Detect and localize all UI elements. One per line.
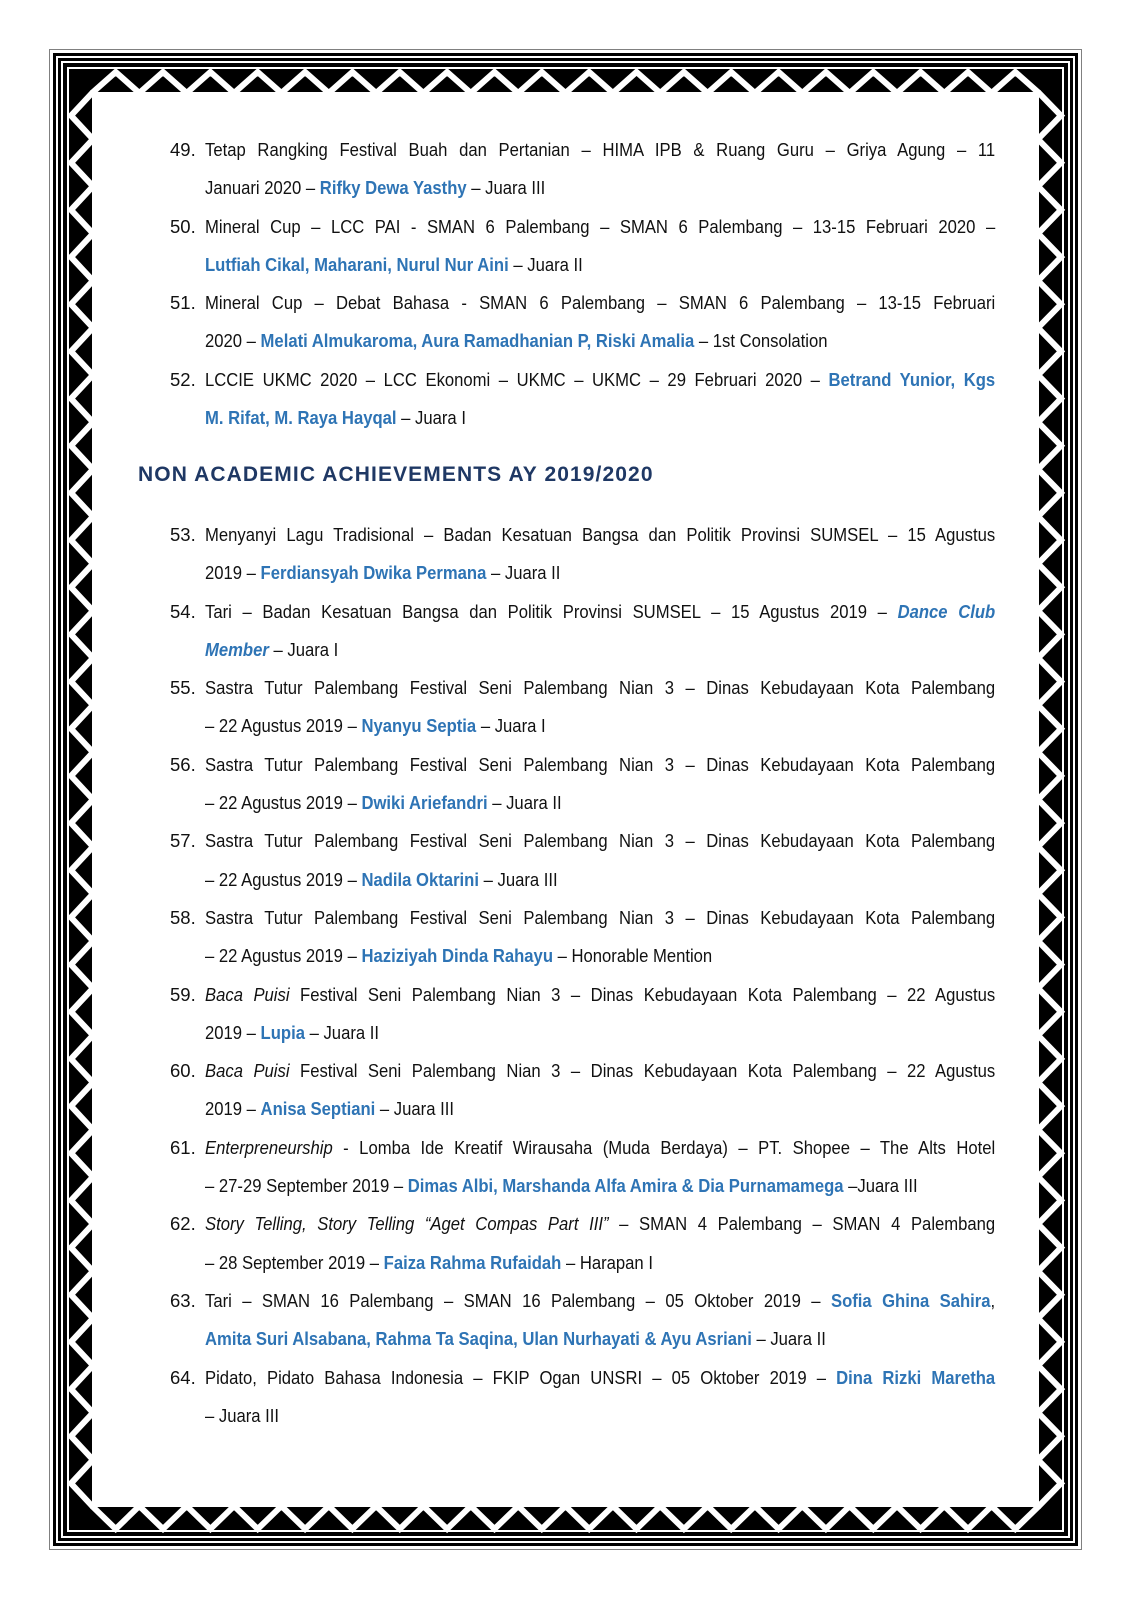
item-line [170, 937, 995, 975]
awardee-name: Betrand Yunior, Kgs [828, 368, 996, 390]
event-text: – Honorable Mention [552, 945, 713, 967]
awardee-name: Dimas Albi, Marshanda Alfa Amira & Dia Purnamamega [407, 1175, 844, 1197]
item-line [170, 1320, 995, 1358]
item-number: 52. [170, 368, 196, 390]
item-line [170, 361, 995, 399]
item-line [170, 554, 995, 592]
awardee-name: Rifky Dewa Yasthy [319, 177, 467, 199]
event-text: LCCIE UKMC 2020 – LCC Ekonomi – UKMC – UKMC – 29 Februari 2020 – [205, 368, 829, 390]
achievement-item [170, 516, 995, 593]
line-text [205, 822, 995, 860]
event-text: Festival Seni Palembang Nian 3 – Dinas Kebudayaan Kota Palembang – 22 Agustus [289, 1060, 996, 1082]
line-text [205, 1052, 995, 1090]
non-academic-list [170, 516, 995, 1435]
line-text [205, 208, 995, 246]
achievement-item [170, 822, 995, 899]
event-text: – Juara II [304, 1021, 380, 1043]
achievement-item [170, 1282, 995, 1359]
item-line [170, 1167, 995, 1205]
event-text: – Juara I [476, 715, 546, 737]
item-number: 59. [170, 983, 196, 1005]
item-number: 49. [170, 139, 196, 160]
event-text: Sastra Tutur Palembang Festival Seni Palembang Nian 3 – Dinas Kebudayaan Kota Palembang [205, 753, 996, 775]
event-text: Mineral Cup – Debat Bahasa - SMAN 6 Palembang – SMAN 6 Palembang – 13-15 Februari [205, 292, 996, 314]
item-number: 58. [170, 906, 196, 928]
item-line [170, 707, 995, 745]
event-text: 2019 – [205, 562, 261, 584]
event-text: Mineral Cup – LCC PAI - SMAN 6 Palembang – SMAN 6 Palembang – 13-15 Februari 2020 – [205, 215, 996, 237]
event-text: – Juara III [466, 177, 546, 199]
awardee-name: Sofia Ghina Sahira [830, 1289, 991, 1311]
event-title-italic: Baca Puisi [205, 1060, 290, 1082]
line-text [205, 1129, 995, 1167]
item-line [170, 1014, 995, 1052]
event-text: Tari – SMAN 16 Palembang – SMAN 16 Palembang – 05 Oktober 2019 – [205, 1289, 831, 1311]
item-line [170, 1282, 995, 1320]
awardee-name: Dina Rizki Maretha [836, 1366, 996, 1388]
achievement-item [170, 208, 995, 285]
achievement-item [170, 976, 995, 1053]
achievement-item [170, 746, 995, 823]
event-text: – Juara I [268, 638, 339, 660]
event-text: Sastra Tutur Palembang Festival Seni Palembang Nian 3 – Dinas Kebudayaan Kota Palembang [205, 906, 996, 928]
awardee-name: Lutfiah Cikal, Maharani, Nurul Nur Aini [205, 253, 509, 275]
item-line [170, 746, 995, 784]
item-number: 55. [170, 677, 196, 699]
line-text [205, 1359, 995, 1397]
line-text [205, 937, 995, 975]
event-text: – Juara II [486, 562, 561, 584]
event-text: – 27-29 September 2019 – [205, 1175, 408, 1197]
item-line [170, 1090, 995, 1128]
item-line [170, 1397, 995, 1435]
awardee-name: Haziziyah Dinda Rahayu [361, 945, 553, 967]
achievement-item [170, 284, 995, 361]
event-text: Januari 2020 – [205, 177, 320, 199]
achievement-content [138, 131, 996, 1435]
event-text: – Juara III [375, 1098, 454, 1120]
item-line [170, 169, 995, 207]
line-text [205, 284, 995, 322]
item-number: 53. [170, 523, 196, 545]
item-line [170, 284, 995, 322]
item-line [170, 516, 995, 554]
line-text [205, 746, 995, 784]
event-text: Festival Seni Palembang Nian 3 – Dinas Kebudayaan Kota Palembang – 22 Agustus [289, 983, 996, 1005]
line-text [205, 861, 995, 899]
line-text [205, 1320, 995, 1358]
event-text: – SMAN 4 Palembang – SMAN 4 Palembang [608, 1213, 996, 1235]
event-text: 2019 – [205, 1098, 261, 1120]
event-text: – Juara II [751, 1328, 826, 1350]
line-text [205, 1397, 995, 1435]
item-line [170, 1129, 995, 1167]
line-text [205, 131, 995, 169]
item-line [170, 131, 995, 169]
item-line [170, 976, 995, 1014]
awardee-name: Amita Suri Alsabana, Rahma Ta Saqina, Ulan Nurhayati & Ayu Asriani [205, 1328, 752, 1350]
item-number: 61. [170, 1136, 196, 1158]
item-number: 64. [170, 1366, 196, 1388]
awardee-name: Anisa Septiani [260, 1098, 376, 1120]
item-number: 50. [170, 215, 196, 237]
event-text: – 22 Agustus 2019 – [205, 715, 362, 737]
section-heading: NON ACADEMIC ACHIEVEMENTS AY 2019/2020 [138, 463, 654, 487]
achievement-item [170, 1205, 995, 1282]
item-line [170, 593, 995, 631]
item-line [170, 631, 995, 669]
awardee-name: Member [205, 638, 269, 660]
line-text [205, 246, 995, 284]
awardee-name: Lupia [260, 1021, 305, 1043]
event-text: – Juara III [478, 868, 558, 890]
awardee-name: Nadila Oktarini [361, 868, 479, 890]
item-line [170, 1205, 995, 1243]
item-line [170, 399, 995, 437]
event-text: Sastra Tutur Palembang Festival Seni Palembang Nian 3 – Dinas Kebudayaan Kota Palembang [205, 830, 996, 852]
awardee-name: Dwiki Ariefandri [361, 792, 488, 814]
line-text [205, 554, 995, 592]
line-text [205, 784, 995, 822]
awardee-name: Nyanyu Septia [361, 715, 477, 737]
achievement-item [170, 361, 995, 438]
event-text: –Juara III [843, 1175, 918, 1197]
item-line [170, 822, 995, 860]
line-text [205, 1282, 995, 1320]
event-text: – 1st Consolation [694, 330, 828, 352]
item-line [170, 669, 995, 707]
line-text [205, 669, 995, 707]
achievement-item [170, 669, 995, 746]
event-text: – Juara II [508, 253, 583, 275]
item-number: 54. [170, 600, 196, 622]
event-text: – Harapan I [561, 1251, 653, 1273]
academic-list [170, 131, 995, 437]
line-text [205, 169, 995, 207]
item-line [170, 1359, 995, 1397]
event-text: 2020 – [205, 330, 261, 352]
item-number: 63. [170, 1289, 196, 1311]
item-number: 60. [170, 1060, 196, 1082]
event-text: Tetap Rangking Festival Buah dan Pertanian – HIMA IPB & Ruang Guru – Griya Agung – 11 [205, 139, 996, 160]
awardee-name: Ferdiansyah Dwika Permana [260, 562, 487, 584]
line-text [205, 1167, 995, 1205]
event-text: – Juara I [396, 407, 466, 429]
achievement-item [170, 899, 995, 976]
line-text [205, 516, 995, 554]
event-text: – 22 Agustus 2019 – [205, 945, 362, 967]
event-text: – 22 Agustus 2019 – [205, 792, 362, 814]
item-line [170, 784, 995, 822]
event-text: , [990, 1289, 996, 1311]
event-text: - Lomba Ide Kreatif Wirausaha (Muda Berdaya) – PT. Shopee – The Alts Hotel [332, 1136, 996, 1158]
line-text [205, 593, 995, 631]
awardee-name: Faiza Rahma Rufaidah [383, 1251, 562, 1273]
item-number: 62. [170, 1213, 196, 1235]
event-title-italic: Story Telling, Story Telling “Aget Compas Part III” [205, 1213, 609, 1235]
item-line [170, 246, 995, 284]
line-text [205, 1090, 995, 1128]
awardee-name: M. Rifat, M. Raya Hayqal [205, 407, 397, 429]
line-text [205, 707, 995, 745]
line-text [205, 899, 995, 937]
event-title-italic: Enterpreneurship [205, 1136, 333, 1158]
awardee-name: Melati Almukaroma, Aura Ramadhanian P, Riski Amalia [260, 330, 695, 352]
line-text [205, 361, 995, 399]
line-text [205, 1014, 995, 1052]
item-number: 51. [170, 292, 196, 314]
line-text [205, 631, 995, 669]
item-number: 56. [170, 753, 196, 775]
line-text [205, 322, 995, 360]
line-text [205, 399, 995, 437]
event-title-italic: Baca Puisi [205, 983, 290, 1005]
event-text: – Juara II [487, 792, 562, 814]
achievement-item [170, 593, 995, 670]
item-line [170, 899, 995, 937]
line-text [205, 976, 995, 1014]
line-text [205, 1205, 995, 1243]
event-text: Pidato, Pidato Bahasa Indonesia – FKIP Ogan UNSRI – 05 Oktober 2019 – [205, 1366, 837, 1388]
event-text: 2019 – [205, 1021, 261, 1043]
item-line [170, 208, 995, 246]
line-text [205, 1244, 995, 1282]
item-line [170, 1052, 995, 1090]
event-text: Sastra Tutur Palembang Festival Seni Palembang Nian 3 – Dinas Kebudayaan Kota Palembang [205, 677, 996, 699]
achievement-item [170, 1052, 995, 1129]
achievement-item [170, 131, 995, 208]
awardee-name: Dance Club [897, 600, 996, 622]
event-text: Menyanyi Lagu Tradisional – Badan Kesatuan Bangsa dan Politik Provinsi SUMSEL – 15 Agustus [205, 523, 996, 545]
event-text: – 28 September 2019 – [205, 1251, 384, 1273]
achievement-item [170, 1129, 995, 1206]
item-line [170, 322, 995, 360]
item-line [170, 1244, 995, 1282]
item-number: 57. [170, 830, 196, 852]
event-text: Tari – Badan Kesatuan Bangsa dan Politik Provinsi SUMSEL – 15 Agustus 2019 – [205, 600, 898, 622]
event-text: – 22 Agustus 2019 – [205, 868, 362, 890]
achievement-item [170, 1359, 995, 1436]
item-line [170, 861, 995, 899]
event-text: – Juara III [205, 1404, 280, 1426]
